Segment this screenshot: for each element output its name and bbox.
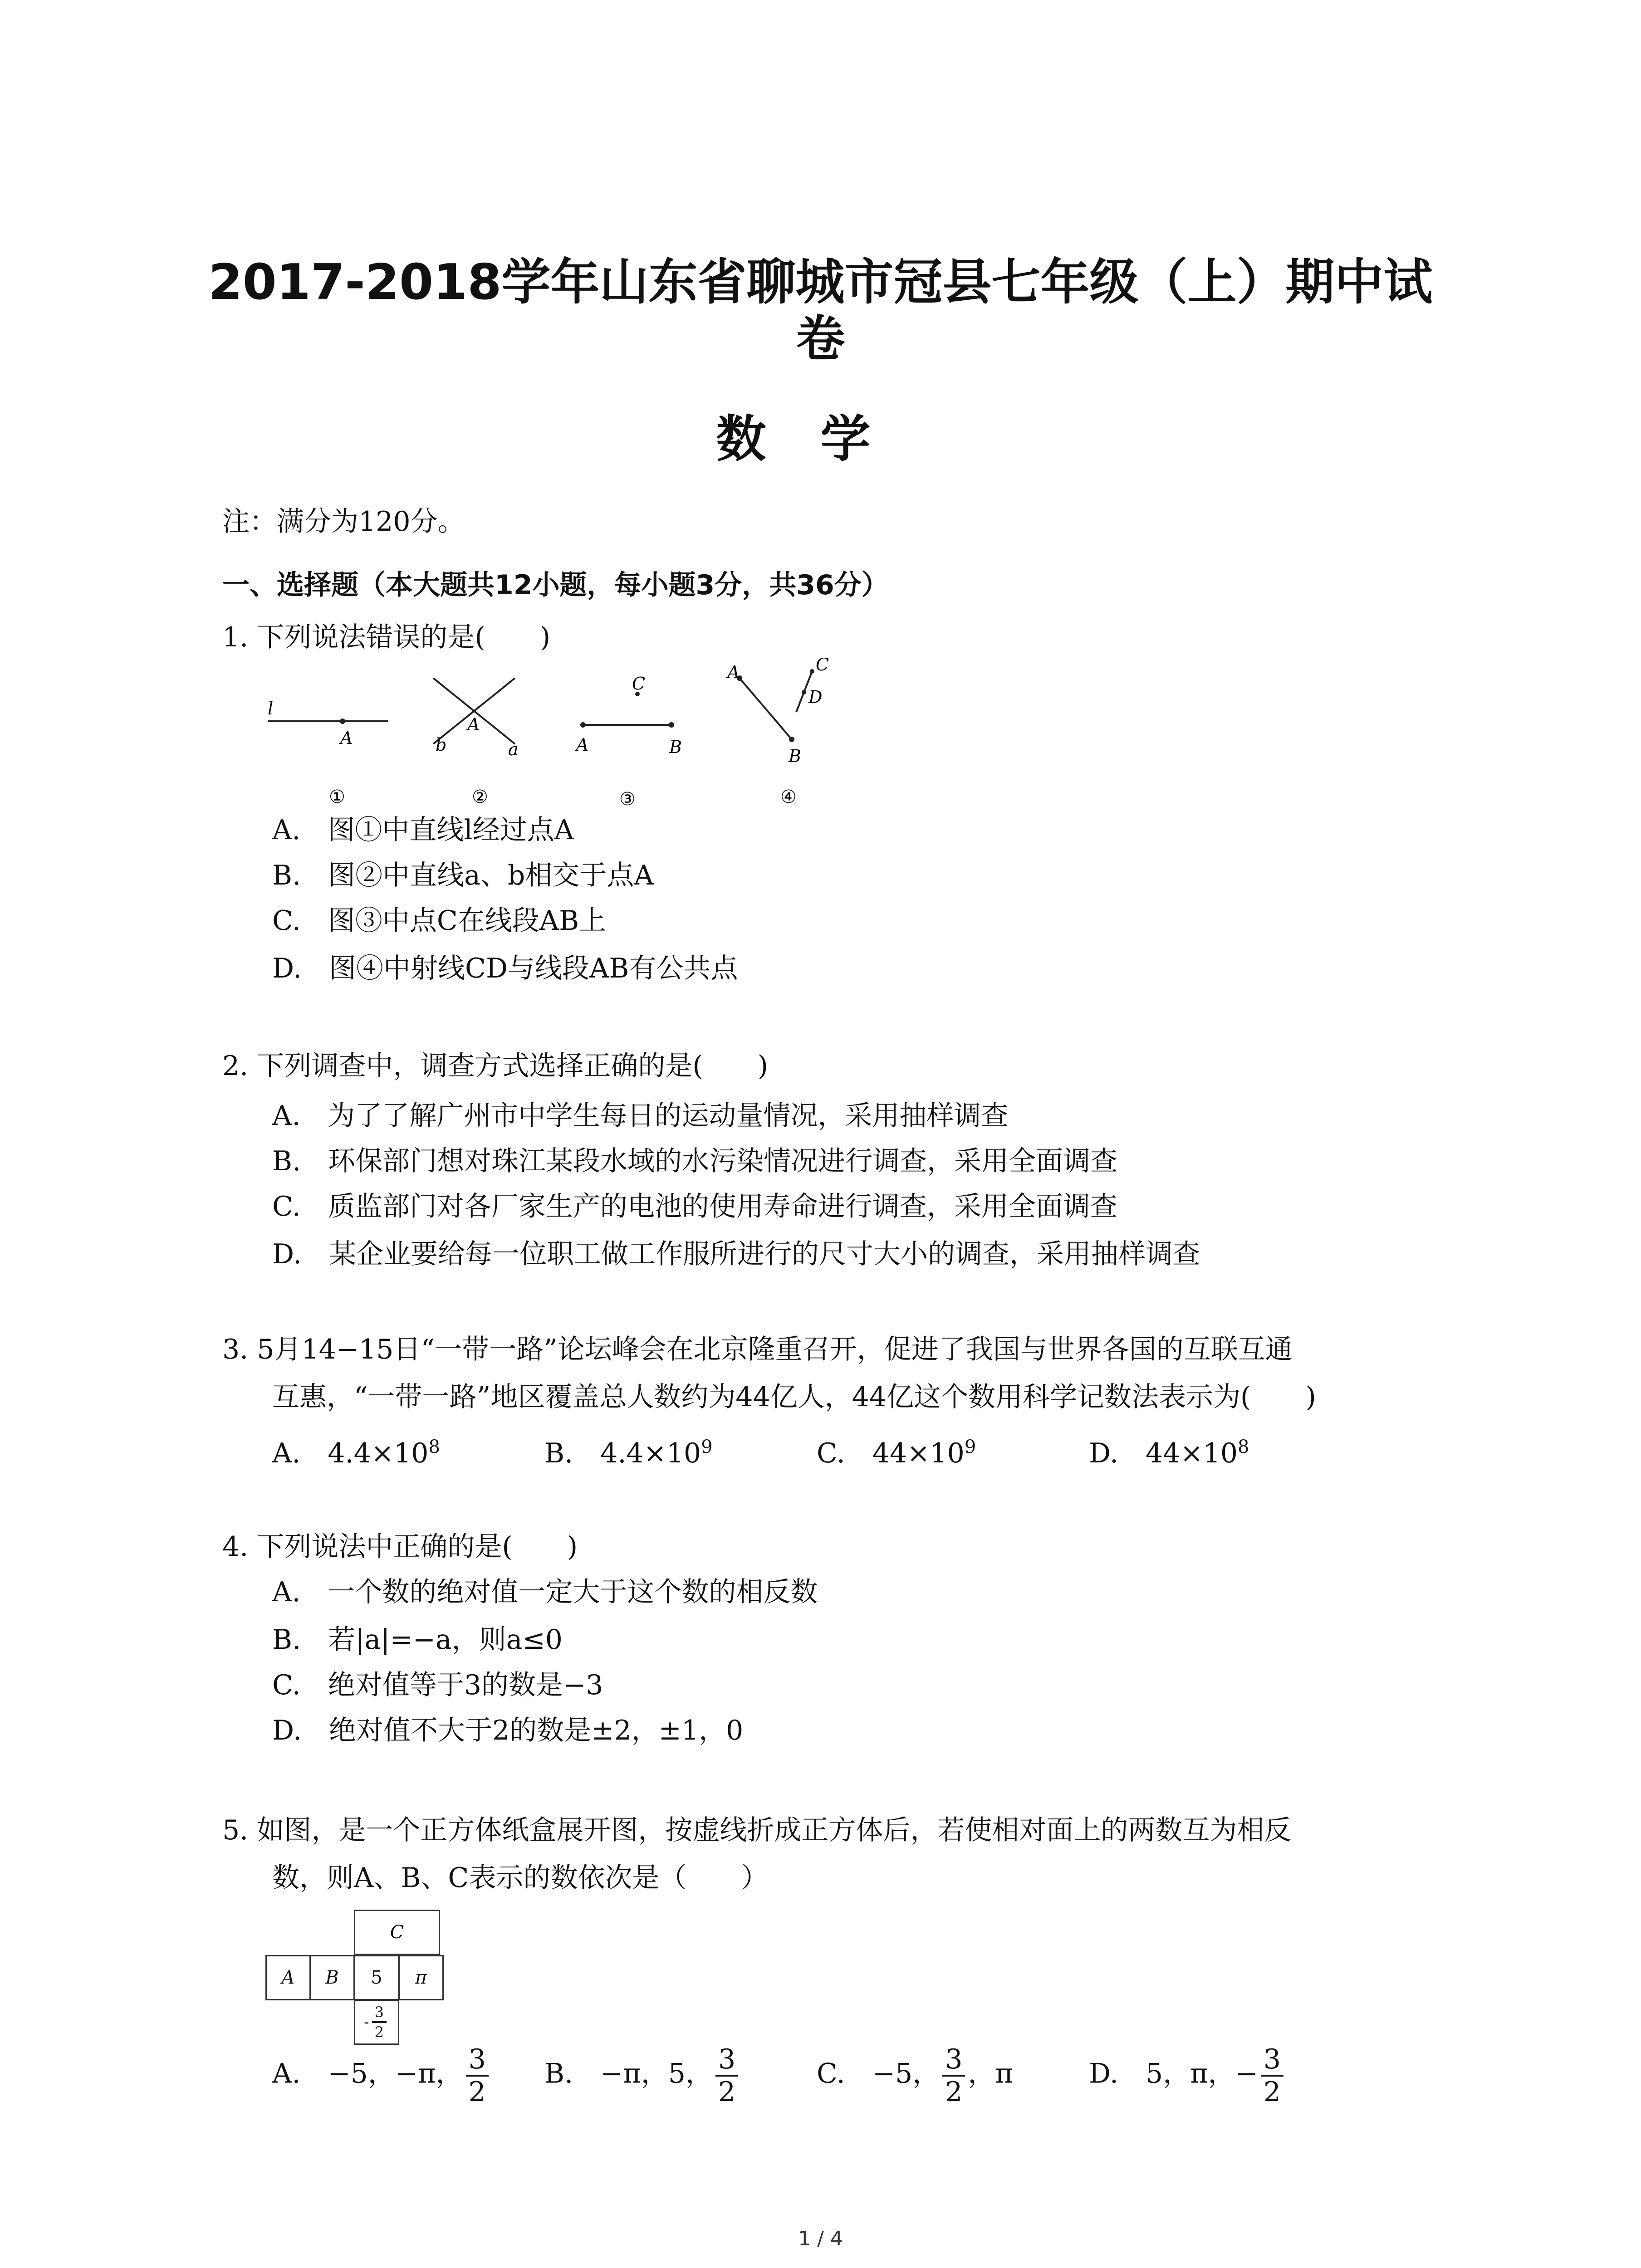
q5-option-b: B. −π，5， $\frac{3}{2}$ bbox=[544, 2046, 741, 2106]
page-title-line2: 卷 bbox=[796, 311, 845, 367]
page-number: 1 / 4 bbox=[798, 2227, 843, 2250]
fig2-label-a-line: a bbox=[508, 739, 519, 759]
score-note: 注：满分为120分。 bbox=[222, 506, 465, 538]
fig1-label-l: l bbox=[268, 699, 274, 719]
q4-option-b: B. 若|a|=−a，则a≤0 bbox=[272, 1624, 563, 1656]
fig3-label-a: A bbox=[576, 735, 589, 755]
fig4-number: ④ bbox=[780, 787, 797, 807]
page-title-line1: 2017-2018学年山东省聊城市冠县七年级（上）期中试 bbox=[208, 254, 1433, 311]
q4-option-c: C. 绝对值等于3的数是−3 bbox=[272, 1669, 603, 1701]
fig2-number: ② bbox=[472, 787, 488, 807]
fig4-label-a: A bbox=[727, 662, 740, 682]
fig4-label-b: B bbox=[789, 746, 801, 766]
q3-option-d: D. $44\times 10^8$ bbox=[1089, 1437, 1249, 1469]
net-cell-c: C bbox=[354, 1910, 440, 1955]
q2-option-b: B. 环保部门想对珠江某段水域的水污染情况进行调查，采用全面调查 bbox=[272, 1145, 1118, 1177]
q5-stem-line2: 数，则A、B、C表示的数依次是（ ） bbox=[272, 1862, 769, 1894]
net-cell-5: 5 bbox=[354, 1955, 399, 2000]
fig4-label-d: D bbox=[808, 687, 823, 707]
q3-option-b: B. $4.4\times 10^9$ bbox=[544, 1437, 713, 1469]
q1-stem: 1. 下列说法错误的是( ) bbox=[222, 621, 551, 653]
q4-option-d: D. 绝对值不大于2的数是±2，±1，0 bbox=[272, 1715, 744, 1746]
fig3-label-c: C bbox=[632, 674, 646, 694]
q3-option-c: C. $44\times 10^9$ bbox=[817, 1437, 976, 1469]
fig4-point-d bbox=[802, 690, 806, 694]
q3-stem-line1: 3. 5月14−15日“一带一路”论坛峰会在北京隆重召开，促进了我国与世界各国的互联互通 bbox=[222, 1334, 1293, 1365]
net-cell-a: A bbox=[265, 1955, 311, 2000]
net-cell-pi: π bbox=[398, 1955, 444, 2000]
q2-stem: 2. 下列调查中，调查方式选择正确的是( ) bbox=[222, 1050, 769, 1082]
section-heading: 一、选择题（本大题共12小题，每小题3分，共36分） bbox=[222, 569, 889, 601]
q1-option-b: B. 图②中直线a、b相交于点A bbox=[272, 860, 654, 891]
fig3-number: ③ bbox=[619, 789, 636, 810]
q3-stem-line2: 互惠，“一带一路”地区覆盖总人数约为44亿人，44亿这个数用科学记数法表示为( ) bbox=[272, 1381, 1316, 1413]
fig1-point-a bbox=[340, 719, 345, 724]
q4-option-a: A. 一个数的绝对值一定大于这个数的相反数 bbox=[272, 1576, 818, 1608]
q5-option-a: A. −5，−π， $\frac{3}{2}$ bbox=[272, 2046, 491, 2106]
fig3-point-a bbox=[580, 722, 586, 728]
q4-stem: 4. 下列说法中正确的是( ) bbox=[222, 1531, 578, 1563]
subject-title: 数学 bbox=[716, 410, 925, 468]
fig4-point-c bbox=[810, 669, 814, 674]
net-cell-b: B bbox=[309, 1955, 355, 2000]
cube-net bbox=[265, 1910, 628, 2055]
fig3-point-b bbox=[669, 722, 674, 728]
q1-option-a: A. 图①中直线l经过点A bbox=[272, 814, 574, 846]
fig3-label-b: B bbox=[669, 737, 682, 757]
q5-option-c: C. −5， $\frac{3}{2}$ ，π bbox=[817, 2043, 1013, 2108]
fig2-label-b: b bbox=[436, 735, 447, 755]
fig4-point-b bbox=[789, 737, 794, 742]
net-cell-neg-frac: - $\frac{3}{2}$ bbox=[354, 1999, 399, 2045]
fig1-number: ① bbox=[329, 787, 345, 807]
q2-option-a: A. 为了了解广州市中学生每日的运动量情况，采用抽样调查 bbox=[272, 1100, 1009, 1132]
q5-stem-line1: 5. 如图，是一个正方体纸盒展开图，按虚线折成正方体后，若使相对面上的两数互为相反 bbox=[222, 1814, 1292, 1846]
fig2-label-a-point: A bbox=[467, 714, 480, 734]
q1-figures bbox=[254, 658, 889, 821]
q1-option-d: D. 图④中射线CD与线段AB有公共点 bbox=[272, 953, 738, 984]
q2-option-c: C. 质监部门对各厂家生产的电池的使用寿命进行调查，采用全面调查 bbox=[272, 1191, 1117, 1222]
fig1-label-a: A bbox=[340, 728, 353, 748]
q3-option-a: A. $4.4\times 10^8$ bbox=[272, 1437, 440, 1469]
q2-option-d: D. 某企业要给每一位职工做工作服所进行的尺寸大小的调查，采用抽样调查 bbox=[272, 1238, 1200, 1270]
fig4-segment-ab bbox=[740, 678, 792, 739]
q5-option-d: D. 5，π，− $\frac{3}{2}$ bbox=[1089, 2046, 1286, 2106]
q1-option-c: C. 图③中点C在线段AB上 bbox=[272, 905, 607, 937]
fig4-label-c: C bbox=[816, 658, 829, 675]
